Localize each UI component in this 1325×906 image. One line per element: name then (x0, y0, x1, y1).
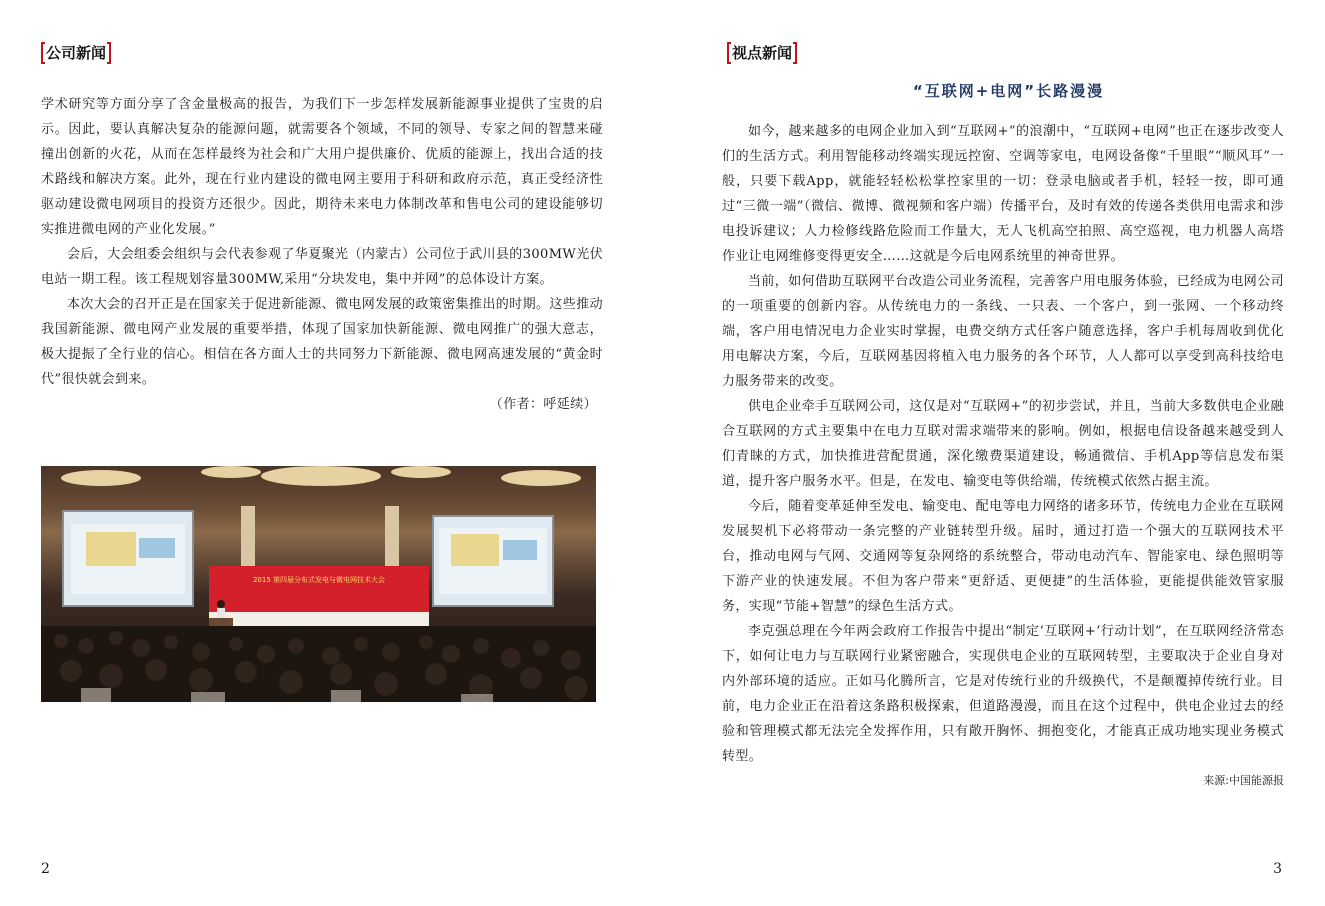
section-tag-company-news: 公司新闻 (41, 42, 111, 64)
paragraph: 当前，如何借助互联网平台改造公司业务流程，完善客户用电服务体验，已经成为电网公司的一项重要的创新内容。从传统电力的一条线、一只表、一个客户，到一张网、一个移动终端，客户用电情况电力企业实时掌握，电费交纳方式任客户随意选择，客户手机每周收到优化用电解决方案，今后，互联网基因将植入电力服务的各个环节，人人都可以享受到高科技给电力服务带来的改变。 (722, 274, 1285, 389)
section-tag-viewpoint-news: 视点新闻 (727, 42, 797, 64)
right-article-body (722, 119, 1284, 769)
paragraph: 学术研究等方面分享了含金量极高的报告，为我们下一步怎样发展新能源事业提供了宝贵的启示。因此，要认真解决复杂的能源问题，就需要各个领域，不同的领导、专家之间的智慧来碰撞出创新的火花，从而在怎样最终为社会和广大用户提供廉价、优质的能源上，找出合适的技术路线和解决方案。此外，现在行业内建设的微电网主要用于科研和政府示范，真正受经济性驱动建设微电网项目的投资方还很少。因此，期待未来电力体制改革和售电公司的建设能够切实推进微电网的产业化发展。” (41, 97, 603, 237)
page-number: 3 (1273, 861, 1282, 877)
paragraph: 如今，越来越多的电网企业加入到“互联网+”的浪潮中，“互联网+电网”也正在逐步改变人们的生活方式。利用智能移动终端实现远控窗、空调等家电，电网设备像“千里眼”“顺风耳”一般，只要下载App，就能轻轻松松掌控家里的一切：登录电脑或者手机，轻轻一按，即可通过“三微一端”（微信、微博、微视频和客户端）传播平台，及时有效的传递各类供用电需求和涉电投诉建议；人力检修线路危险而工作量大，无人飞机高空拍照、高空巡视，电力机器人高塔作业让电网维修变得更安全……这就是今后电网系统里的神奇世界。 (722, 124, 1284, 264)
author-credit: （作者：呼延续） (489, 397, 597, 412)
source-credit: 来源:中国能源报 (1203, 774, 1284, 787)
article-title: “互联网+电网”长路漫漫 (912, 82, 1105, 100)
paragraph: 本次大会的召开正是在国家关于促进新能源、微电网发展的政策密集推出的时期。这些推动我国新能源、微电网产业发展的重要举措，体现了国家加快新能源、微电网推广的强大意志，极大提振了全行业的信心。相信在各方面人士的共同努力下新能源、微电网高速发展的“黄金时代”很快就会到来。 (41, 297, 604, 387)
right-page (662, 0, 1325, 906)
page-number: 2 (41, 861, 50, 877)
left-article-body (41, 92, 603, 417)
paragraph: 今后，随着变革延伸至发电、输变电、配电等电力网络的诸多环节，传统电力企业在互联网发展契机下必将带动一条完整的产业链转型升级。届时，通过打造一个强大的互联网技术平台，推动电网与气网、交通网等复杂网络的系统整合，带动电动汽车、智能家电、绿色照明等下游产业的快速发展。不但为客户带来“更舒适、更便捷”的生活体验，更能提供能效管家服务，实现“节能+智慧”的绿色生活方式。 (722, 499, 1285, 614)
paragraph: 供电企业牵手互联网公司，这仅是对“互联网+”的初步尝试，并且，当前大多数供电企业融合互联网的方式主要集中在电力互联对需求端带来的影响。例如，根据电信设备越来越受到人们青睐的方式，加快推进营配贯通，深化缴费渠道建设，畅通微信、手机App等信息发布渠道，提升客户服务水平。但是，在发电、输变电等供给端，传统模式依然占据主流。 (722, 399, 1284, 489)
stage-banner-text: 2015 第四届分布式发电与微电网技术大会 (252, 576, 386, 584)
paragraph: 李克强总理在今年两会政府工作报告中提出“制定‘互联网+’行动计划”，在互联网经济常态下，如何让电力与互联网行业紧密融合，实现供电企业的互联网转型，主要取决于企业自身对内外部环境的适应。正如马化腾所言，它是对传统行业的升级换代，不是颠覆掉传统行业。目前，电力企业正在沿着这条路积极探索，但道路漫漫，而且在这个过程中，供电企业过去的经验和管理模式都无法完全发挥作用，只有敞开胸怀、拥抱变化，才能真正成功地实现业务模式转型。 (722, 624, 1284, 764)
conference-photo (41, 466, 596, 702)
paragraph: 会后，大会组委会组织与会代表参观了华夏聚光（内蒙古）公司位于武川县的300MW光伏电站一期工程。该工程规划容量300MW,采用“分块发电，集中并网”的总体设计方案。 (41, 247, 603, 287)
left-page (0, 0, 662, 906)
